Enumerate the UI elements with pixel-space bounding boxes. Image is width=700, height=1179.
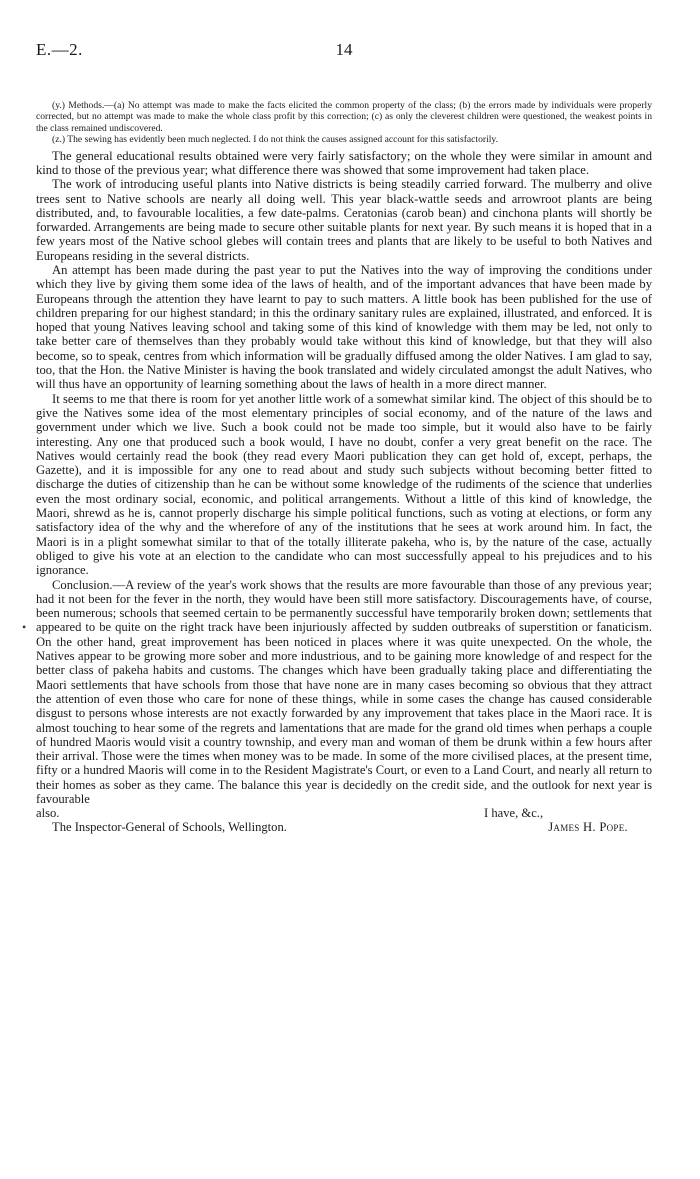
closing-i-have: I have, &c., — [484, 806, 544, 821]
page-number: 14 — [335, 40, 353, 59]
paragraph-useful-plants: The work of introducing useful plants into Native districts is being steadily carried forward. The mulberry and olive trees sent to Native schools are nearly all doing well. This year black-wattle seeds and arrowroot plants are being distributed, and, to favourable localities, a few date-palms. Ceratonias (carob bean) and cinchona plants will shortly be forwarded. Arrangements are being made to secure other suitable plants for next year. By such means it is hoped that in a few years most of the Native school glebes will contain trees and plants that are likely to be useful to both Natives and Europeans residing in the several districts. — [36, 177, 652, 263]
page-header — [36, 40, 652, 64]
sewing-note: (z.) The sewing has evidently been much neglected. I do not think the causes assigned account for this satisfactorily. — [52, 134, 498, 146]
report-body — [36, 149, 652, 807]
closing-also: also. — [36, 806, 60, 821]
methods-notes — [36, 100, 652, 146]
paragraph-conclusion: Conclusion.—A review of the year's work shows that the results are more favourable than those of any previous year; had it not been for the fever in the north, they would have been still more satisfactory. Discouragements have, of course, been numerous; schools that seemed certain to be permanently successful have temporarily broken down; settlements that appeared to be quite on the right track have been injuriously affected by sudden outbreaks of superstition or fanaticism. On the other hand, great improvement has been noticed in places where it was quite unexpected. On the whole, the Natives appear to be growing more sober and more industrious, and to be gaining more knowledge of and respect for the better class of pakeha habits and customs. The changes which have been gradually taking place and differentiating the Maori settlements that have schools from those that have none are in many cases becoming so obvious that they attract the attention of even those who care for none of these things, while in some cases the change has caused considerable disgust to persons whose interests are not exactly forwarded by any improvement that takes place in the Maori race. It is almost touching to hear some of the regrets and lamentations that are made for the grand old times when perhaps a couple of hundred Maoris would visit a country township, and every man and woman of them be drunk within a few hours after their arrival. Those were the times when money was to be made. In some of the more civilised places, at the present time, fifty or a hundred Maoris will come in to the Resident Magistrate's Court, or even to a Land Court, and nearly all return to their homes as sober as they came. The balance this year is decidedly on the credit side, and the outlook for next year is favourable — [36, 577, 652, 806]
margin-mark: • — [22, 620, 27, 634]
signature: James H. Pope. — [548, 820, 628, 835]
closing-block — [36, 806, 652, 836]
paragraph-social-economy: It seems to me that there is room for yet another little work of a somewhat similar kind. The object of this should be to give the Natives some idea of the most elementary principles of social economy, and of the nature of the laws and government under which we live. Such a book could not be made too simple, but it would also have to be fairly interesting. Any one that produced such a book would, I have no doubt, confer a very great benefit on the race. The Natives would certainly read the book (they read every Maori publication they can get hold of, except, perhaps, the Gazette), and it is impossible for any one to read about and study such subjects without becoming better fitted to discharge the duties of citizenship than he can be without some knowledge of the rudiments of the science that underlies even the most ordinary social, economic, and political arrangements. Without a little of this kind of knowledge, the Maori, shrewd as he is, cannot properly discharge his simple political functions, such as voting at elections, or form any satisfactory idea of the why and the wherefore of any of the institutions that he sees at work around him. In fact, the Maori is in a plight somewhat similar to that of the totally illiterate pakeha, who is, by the nature of the case, actually obliged to give his vote at an election to the candidate who can most successfully appeal to his prejudices and to his ignorance. — [36, 391, 652, 578]
document-reference: E.—2. — [36, 40, 83, 59]
addressee: The Inspector-General of Schools, Wellington. — [52, 820, 287, 835]
paragraph-educational-results: The general educational results obtained were very fairly satisfactory; on the whole they were similar in amount and kind to those of the previous year; what difference there was showed that some improvement had taken place. — [36, 148, 652, 177]
document-page — [36, 40, 652, 836]
paragraph-laws-of-health: An attempt has been made during the past year to put the Natives into the way of improving the conditions under which they live by giving them some idea of the laws of health, and of the important advances that have been made by Europeans through the attention they have learnt to pay to such matters. A little book has been published for the use of children preparing for our highest standard; in this the ordinary sanitary rules are explained, illustrated, and enforced. It is hoped that young Natives leaving school and taking some of this kind of knowledge with them may be led, not only to take better care of themselves than they probably would take without this kind of knowledge, but that they will also become, so to speak, centres from which information will be gradually diffused among the older Natives. I am glad to say, too, that the Hon. the Native Minister is having the book translated and widely circulated amongst the adult Natives, who will thus have an opportunity of learning something about the laws of health in a more direct manner. — [36, 263, 652, 392]
methods-note: (y.) Methods.—(a) No attempt was made to make the facts elicited the common property of the class; (b) the errors made by individuals were properly corrected, but no attempt was made to make the whole class profit by this correction; (c) as only the cleverest children were questioned, the weakest points in the class remained undiscovered. — [36, 100, 652, 134]
